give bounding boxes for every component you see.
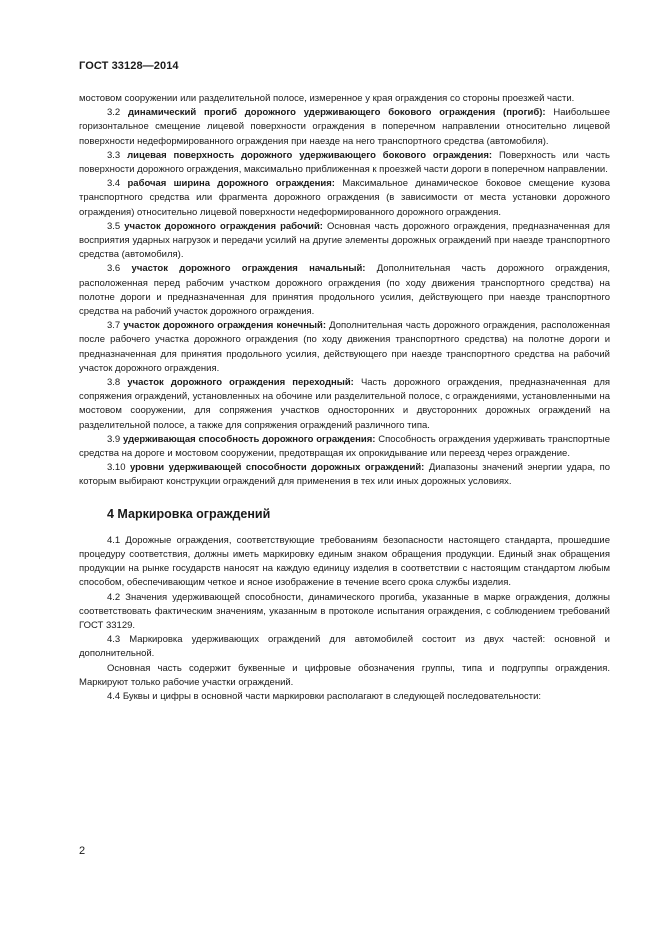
term-number: 3.10 <box>107 462 126 474</box>
term-3-8 <box>79 376 610 433</box>
term-number: 3.6 <box>107 263 121 275</box>
paragraph-4-3-main-part: Основная часть содержит буквенные и цифровые обозначения группы, типа и подгруппы ограждения. Маркируют только рабочие участки ограждений. <box>79 662 610 688</box>
term-definition: Часть дорожного ограждения, предназначенная для сопряжения ограждений, установленных на обочине или разделительной полосе, с ограждениями, установленными на мостовом сооружении, для сопряжения участков односторонних и двусторонних дорожных ограждений на разделительной полосе, а также для сопряжения ограждений различного типа. <box>79 377 611 431</box>
term-3-7 <box>79 319 610 376</box>
section-heading: 4 Маркировка ограждений <box>107 506 271 521</box>
term-number: 3.3 <box>107 149 121 161</box>
term-definition: Способность ограждения удерживать транспортные средства на дороге и мостовом сооружении, предотвращая их опрокидывание или переезд через ограждение. <box>79 433 610 460</box>
term-name: лицевая поверхность дорожного удерживающего бокового ограждения: <box>127 149 493 161</box>
term-definition: Наибольшее горизонтальное смещение лицевой поверхности ограждения в поперечном направлении относительно лицевой поверхности недеформированного ограждения при наезде на него транспортного средства (автомобиля). <box>79 107 610 147</box>
term-3-9 <box>79 433 610 461</box>
term-definition: Дополнительная часть дорожного ограждения, расположенная после рабочего участка дорожного ограждения (по ходу движения транспортного средства) на полотне дороги и предназначенная для принятия продольного усилия, действующего при наезде транспортного средства на рабочий участок дорожного ограждения. <box>79 320 610 374</box>
term-3-3 <box>79 149 610 177</box>
page-content <box>79 92 610 704</box>
document-header: ГОСТ 33128—2014 <box>79 60 179 72</box>
paragraph-4-4: 4.4 Буквы и цифры в основной части маркировки располагают в следующей последовательности: <box>107 690 542 702</box>
term-definition: Дополнительная часть дорожного ограждения, расположенная перед рабочим участком дорожного ограждения (по ходу движения транспортного средства) на полотне дороги и предназначенная для принятия продольного усилия, действующего при наезде транспортного средства на рабочий участок дорожного ограждения. <box>79 263 611 318</box>
term-definition: Основная часть дорожного ограждения, предназначенная для восприятия ударных нагрузок и передачи усилий на другие элементы дорожных ограждений при наезде транспортного средства (автомобиля). <box>79 220 610 261</box>
term-name: участок дорожного ограждения переходный: <box>127 377 354 389</box>
term-number: 3.8 <box>107 377 121 389</box>
term-name: участок дорожного ограждения рабочий: <box>124 220 323 232</box>
term-name: удерживающая способность дорожного ограждения: <box>123 433 376 445</box>
paragraph-4-2: 4.2 Значения удерживающей способности, динамического прогиба, указанные в марке ограждения, должны соответствовать фактическим значениям, указанным в протоколе испытания ограждения, с соблюдением требований ГОСТ 33129. <box>79 591 610 631</box>
page-number: 2 <box>79 845 86 857</box>
term-number: 3.7 <box>107 320 121 332</box>
term-3-4 <box>79 177 610 220</box>
term-3-2 <box>79 106 610 149</box>
term-number: 3.4 <box>107 178 121 190</box>
term-number: 3.5 <box>107 220 121 232</box>
term-definition: Максимальное динамическое боковое смещение кузова транспортного средства или фрагмента дорожного ограждения (в зависимости от места установки дорожного ограждения) относительно лицевой поверхности недеформированного дорожного ограждения. <box>79 178 610 218</box>
term-name: участок дорожного ограждения конечный: <box>123 320 327 332</box>
term-definition: Поверхность или часть поверхности дорожного ограждения, максимально приближенная к проезжей части дороги в поперечном направлении. <box>79 149 611 176</box>
term-name: участок дорожного ограждения начальный: <box>131 263 366 275</box>
term-3-6 <box>79 262 610 319</box>
term-definition: Диапазоны значений энергии удара, по которым выбирают конструкции ограждений для применения в тех или иных дорожных условиях. <box>79 462 610 488</box>
continuation-paragraph: мостовом сооружении или разделительной полосе, измеренное у края ограждения со стороны проезжей части. <box>79 93 575 104</box>
term-number: 3.9 <box>107 433 121 445</box>
term-3-5 <box>79 220 610 263</box>
term-name: рабочая ширина дорожного ограждения: <box>127 178 335 190</box>
term-name: уровни удерживающей способности дорожных ограждений: <box>129 462 425 474</box>
paragraph-4-3: 4.3 Маркировка удерживающих ограждений для автомобилей состоит из двух частей: основной и дополнительной. <box>79 634 610 660</box>
term-name: динамический прогиб дорожного удерживающего бокового ограждения (прогиб): <box>128 107 546 119</box>
term-number: 3.2 <box>107 107 121 119</box>
term-3-10 <box>79 461 610 489</box>
paragraph-4-1: 4.1 Дорожные ограждения, соответствующие требованиям безопасности настоящего стандарта, прошедшие процедуру соответствия, должны иметь маркировку единым знаком обращения продукции. Единый знак обращения продукции на рынке государств наносят на каждую единицу изделия в соответствии с настоящим стандартом любым способом, обеспечивающим четкое и ясное изображение в течение всего срока службы изделия. <box>79 534 610 589</box>
